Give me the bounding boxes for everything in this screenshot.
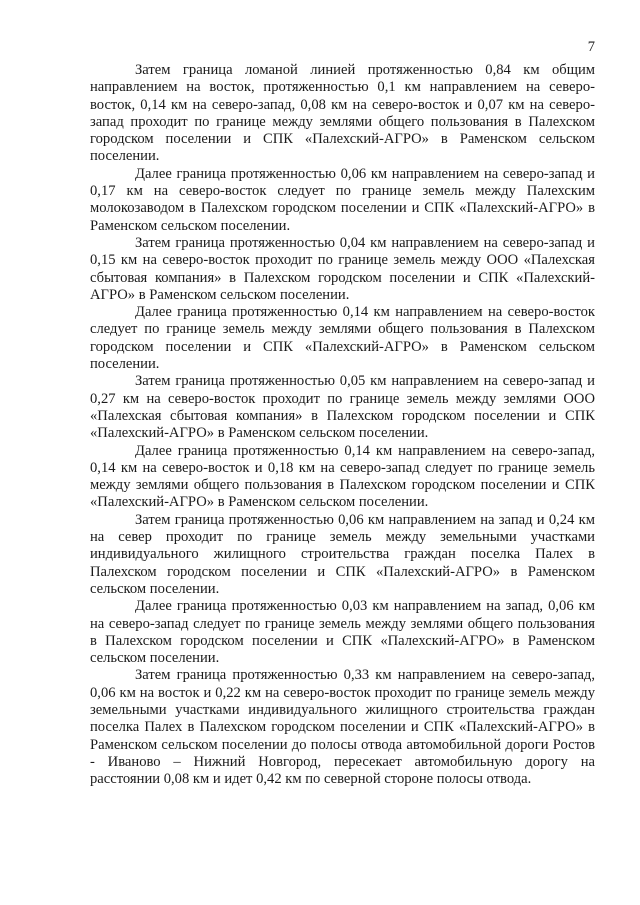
page-number: 7 <box>587 39 595 55</box>
paragraph: Далее граница протяженностью 0,14 км направлением на северо-восток следует по границе земель между землями общего пользования в Палехском городском поселении и СПК «Палехский-АГРО» в Раменском сельском поселении. <box>90 304 595 373</box>
document-body <box>90 62 595 788</box>
paragraph: Далее граница протяженностью 0,06 км направлением на северо-запад и 0,17 км на северо-восток следует по границе земель между Палехским молокозаводом в Палехском городском поселении и СПК «Палехский-АГРО» в Раменском сельском поселении. <box>90 165 595 234</box>
paragraph: Далее граница протяженностью 0,14 км направлением на северо-запад, 0,14 км на северо-восток и 0,18 км на северо-запад следует по границе земель между землями общего пользования в Палехском городском поселении и СПК «Палехский-АГРО» в Раменском сельском поселении. <box>90 442 595 511</box>
paragraph: Затем граница протяженностью 0,06 км направлением на запад и 0,24 км на север проходит по границе земель между земельными участками индивидуального жилищного строительства граждан поселка Палех в Палехском городском поселении и СПК «Палехский-АГРО» в Раменском сельском поселении. <box>90 511 595 597</box>
paragraph: Затем граница протяженностью 0,33 км направлением на северо-запад, 0,06 км на восток и 0,22 км на северо-восток проходит по границе земель между земельными участками индивидуального жилищного строительства граждан поселка Палех в Палехском городском поселении и СПК «Палехский-АГРО» в Раменском сельском поселении до полосы отвода автомобильной дороги Ростов - Иваново – Нижний Новгород, пересекает автомобильную дорогу на расстоянии 0,08 км и идет 0,42 км по северной стороне полосы отвода. <box>90 667 595 788</box>
paragraph: Затем граница протяженностью 0,05 км направлением на северо-запад и 0,27 км на северо-восток проходит по границе земель между землями ООО «Палехская сбытовая компания» в Палехском городском поселении и СПК «Палехский-АГРО» в Раменском сельском поселении. <box>90 373 595 442</box>
paragraph: Далее граница протяженностью 0,03 км направлением на запад, 0,06 км на северо-запад следует по границе земель между землями общего пользования в Палехском городском поселении и СПК «Палехский-АГРО» в Раменском сельском поселении. <box>90 598 595 667</box>
paragraph: Затем граница протяженностью 0,04 км направлением на северо-запад и 0,15 км на северо-восток проходит по границе земель между ООО «Палехская сбытовая компания» в Палехском городском поселении и СПК «Палехский-АГРО» в Раменском сельском поселении. <box>90 234 595 303</box>
paragraph: Затем граница ломаной линией протяженностью 0,84 км общим направлением на восток, протяженностью 0,1 км направлением на северо-восток, 0,14 км на северо-запад, 0,08 км на северо-восток и 0,07 км на северо-запад проходит по границе между землями общего пользования в Палехском городском поселении и СПК «Палехский-АГРО» в Раменском сельском поселении. <box>90 62 595 165</box>
